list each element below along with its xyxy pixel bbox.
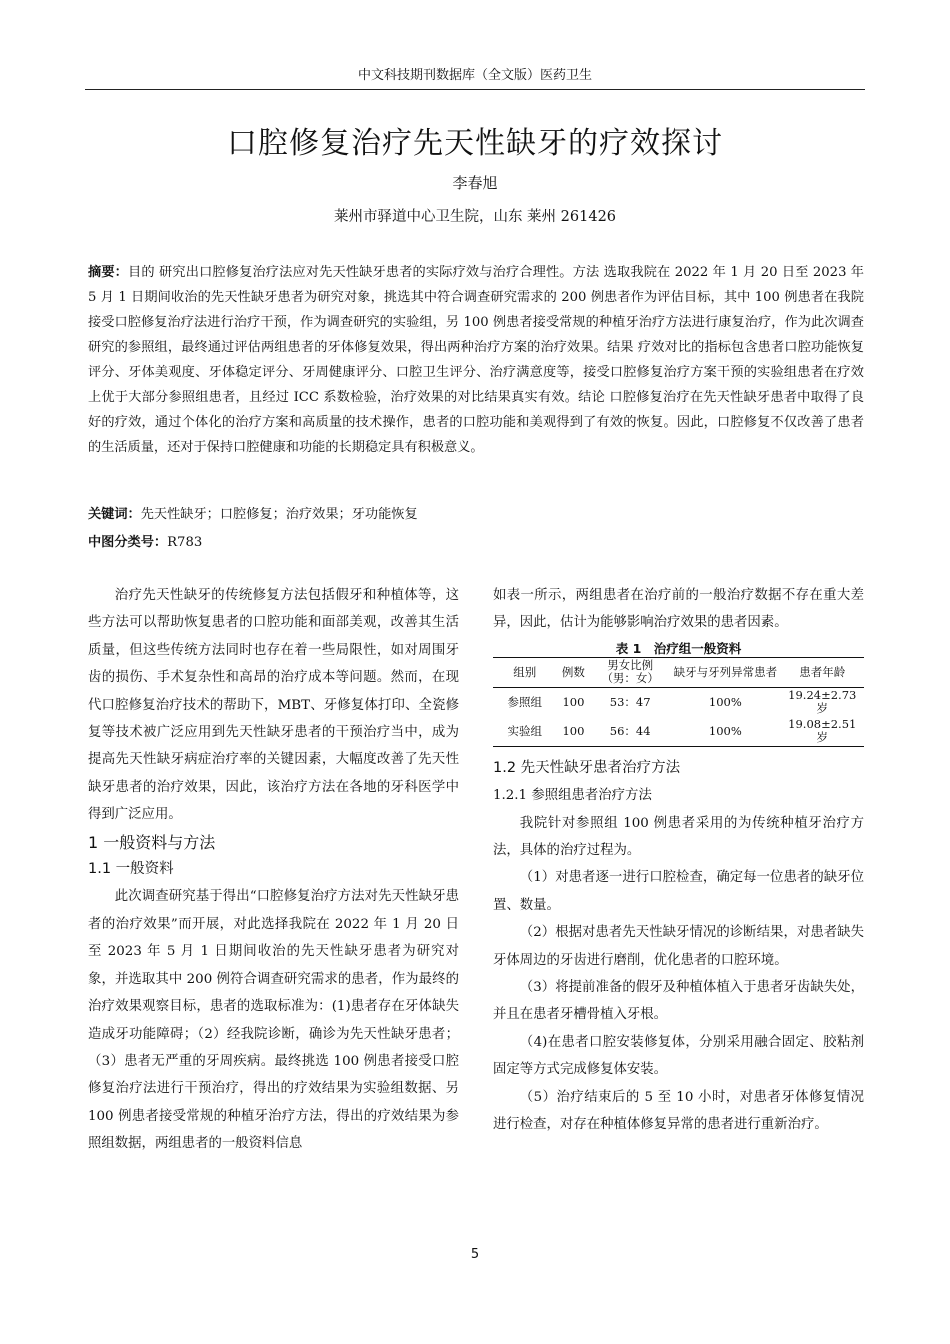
method-intro-paragraph: 我院针对参照组 100 例患者采用的为传统种植牙治疗方法，具体的治疗过程为。 — [493, 815, 864, 859]
keywords-text: 先天性缺牙；口腔修复；治疗效果；牙功能恢复 — [140, 507, 418, 522]
cell-ratio: 56：44 — [609, 723, 651, 738]
abstract — [88, 260, 864, 460]
cell-abnormal: 100% — [708, 694, 742, 709]
keywords — [88, 504, 864, 526]
journal-header: 中文科技期刊数据库（全文版）医药卫生 — [85, 64, 865, 90]
col-header-age: 患者年龄 — [799, 664, 846, 679]
cell-abnormal: 100% — [708, 723, 742, 738]
general-data-table — [493, 657, 864, 747]
left-column — [88, 582, 459, 1158]
article-title: 口腔修复治疗先天性缺牙的疗效探讨 — [227, 126, 723, 161]
cell-ratio: 53：47 — [609, 694, 651, 709]
continued-paragraph: 如表一所示，两组患者在治疗前的一般治疗数据不存在重大差异，因此，估计为能够影响治疗效果的患者因素。 — [493, 588, 864, 631]
cell-group: 实验组 — [507, 723, 543, 738]
section-1-1-heading: 1.1 一般资料 — [88, 861, 174, 878]
author: 李春旭 — [452, 174, 498, 192]
page-number: 5 — [470, 1247, 480, 1262]
cell-age: 19.24±2.73 岁 — [788, 687, 857, 716]
method-step: （1）对患者逐一进行口腔检查，确定每一位患者的缺牙位置、数量。 — [493, 870, 864, 913]
classification-text: R783 — [167, 535, 203, 550]
affiliation: 莱州市驿道中心卫生院，山东 莱州 261426 — [333, 209, 617, 225]
col-header-count: 例数 — [561, 664, 585, 679]
col-header-abnormal: 缺牙与牙列异常患者 — [673, 664, 778, 679]
table-header-row — [493, 657, 864, 687]
classification — [88, 532, 864, 554]
intro-paragraph: 治疗先天性缺牙的传统修复方法包括假牙和种植体等，这些方法可以帮助恢复患者的口腔功能和面部美观，改善其生活质量，但这些传统方法同时也存在着一些局限性，如对周围牙齿的损伤、手术复杂性和高昂的治疗成本等问题。然而，在现代口腔修复治疗技术的帮助下，MBT、牙修复体打印、全瓷修复等技术被广泛应用到先天性缺牙患者的干预治疗当中，成为提高先天性缺牙病症治疗率的关键因素，大幅度改善了先天性缺牙患者的治疗效果，因此，该治疗方法在各地的牙科医学中得到广泛应用。 — [88, 588, 459, 823]
section-1-2-heading: 1.2 先天性缺牙患者治疗方法 — [493, 759, 681, 776]
right-column — [493, 582, 864, 1139]
col-header-ratio: 男女比例（男：女） — [601, 657, 659, 686]
method-step: （5）治疗结束后的 5 至 10 小时，对患者牙体修复情况进行检查，对存在种植体修复异常的患者进行重新治疗。 — [493, 1089, 864, 1133]
cell-count: 100 — [562, 723, 585, 738]
abstract-text: 目的 研究出口腔修复治疗法应对先天性缺牙患者的实际疗效与治疗合理性。方法 选取我院在 2022 年 1 月 20 日至 2023 年 5 月 1 日期间收治的先天性缺牙患者为研究对象，挑选其中符合调查研究需求的 200 例患者作为评估目标，其中 100 例患者在我院接受口腔修复治疗法进行治疗干预，作为调查研究的实验组，另 100 例患者接受常规的种植牙治疗方法进行康复治疗，作为此次调查研究的参照组，最终通过评估两组患者的牙体修复效果，得出两种治疗方案的治疗效果。结果 疗效对比的指标包含患者口腔功能恢复评分、牙体美观度、牙体稳定评分、牙周健康评分、口腔卫生评分、治疗满意度等，接受口腔修复治疗方案干预的实验组患者在疗效上优于大部分参照组患者，且经过 ICC 系数检验，治疗效果的对比结果真实有效。结论 口腔修复治疗在先天性缺牙患者中取得了良好的疗效，通过个体化的治疗方案和高质量的技术操作，患者的口腔功能和美观得到了有效的恢复。因此，口腔修复不仅改善了患者的生活质量，还对于保持口腔健康和功能的长期稳定具有积极意义。 — [88, 265, 864, 455]
section-1-heading: 1 一般资料与方法 — [88, 832, 216, 852]
method-step: （3）将提前准备的假牙及种植体植入于患者牙齿缺失处，并且在患者牙槽骨植入牙根。 — [493, 980, 864, 1023]
section-1-2-1-heading: 1.2.1 参照组患者治疗方法 — [493, 788, 652, 804]
table-row — [493, 687, 864, 717]
method-step: （4)在患者口腔安装修复体，分别采用融合固定、胶粘剂固定等方式完成修复体安装。 — [493, 1034, 864, 1078]
abstract-label: 摘要： — [88, 265, 129, 280]
cell-group: 参照组 — [507, 694, 543, 709]
col-header-group: 组别 — [513, 664, 537, 679]
table-row — [493, 717, 864, 747]
keywords-label: 关键词： — [88, 507, 141, 522]
method-step: （2）根据对患者先天性缺牙情况的诊断结果，对患者缺失牙体周边的牙齿进行磨削，优化患者的口腔环境。 — [493, 925, 864, 968]
cell-count: 100 — [562, 694, 585, 709]
table-caption: 表 1 治疗组一般资料 — [615, 640, 742, 656]
general-data-paragraph: 此次调查研究基于得出“口腔修复治疗方法对先天性缺牙患者的治疗效果”而开展，对此选择我院在 2022 年 1 月 20 日至 2023 年 5 月 1 日期间收治的先天性缺牙患者为研究对象，并选取其中 200 例符合调查研究需求的患者，作为最终的治疗效果观察目标，患者的选取标准为：(1)患者存在牙体缺失造成牙功能障碍；（2）经我院诊断，确诊为先天性缺牙患者；（3）患者无严重的牙周疾病。最终挑选 100 例患者接受口腔修复治疗法进行干预治疗，得出的疗效结果为实验组数据、另 100 例患者接受常规的种植牙治疗方法，得出的疗效结果为参照组数据，两组患者的一般资料信息 — [88, 889, 459, 1152]
cell-age: 19.08±2.51 岁 — [788, 716, 857, 745]
classification-label: 中图分类号： — [88, 535, 168, 550]
